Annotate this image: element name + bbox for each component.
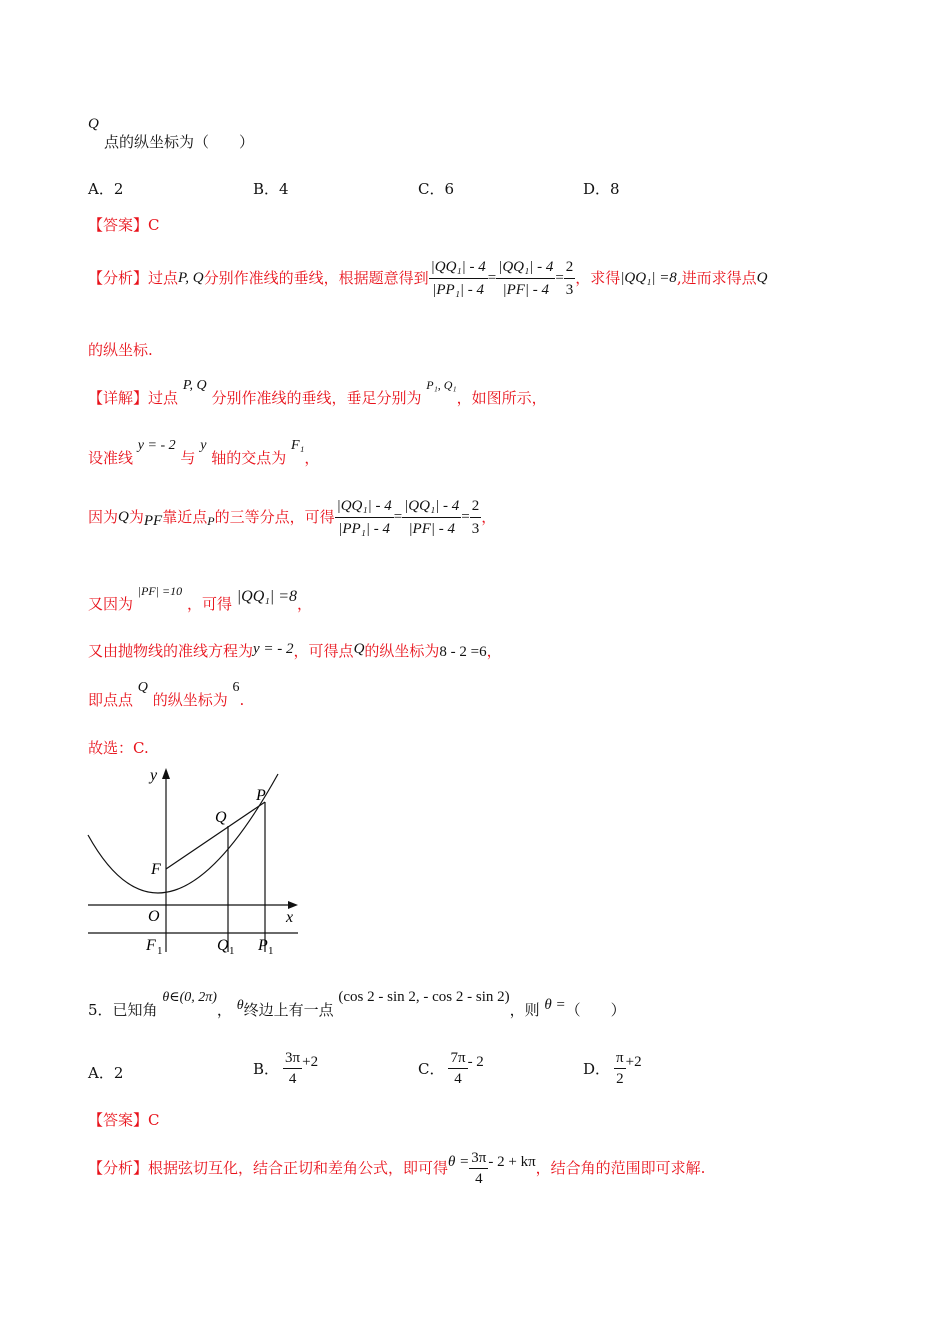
q5-option-d-tail: +2 [625, 1053, 642, 1070]
q4-analysis-t3: ，求得 [575, 269, 621, 287]
q4-analysis-frac2 [496, 256, 555, 301]
q4-option-d: D．8 [583, 180, 620, 198]
q4-detail-l5a: 又由抛物线的准线方程为 [88, 642, 254, 660]
q5-option-c [418, 1046, 484, 1090]
q4-detail-line4 [88, 584, 313, 615]
q4-detail-l2-y: y [200, 438, 207, 453]
q4-analysis-eq1: = [487, 270, 497, 286]
q4-detail-tag: 【详解】 [88, 389, 149, 407]
q4-detail-l6-val: 6 [232, 680, 240, 695]
q4-detail-l3a: 因为 [88, 508, 119, 526]
q4-detail-frac3 [470, 495, 482, 540]
q4-detail-l1a: 过点 [148, 389, 179, 407]
q4-detail-l4a: 又因为 [88, 595, 134, 613]
q4-detail-l6b: 的纵坐标为 [152, 691, 228, 709]
q4-detail-l1-p1q1: P₁, Q₁ [426, 378, 457, 392]
q5-option-d-frac [614, 1048, 626, 1089]
label-p1: P [258, 937, 268, 954]
label-f1-sub: 1 [157, 945, 163, 957]
q4-detail-frac2 [402, 495, 461, 540]
q4-detail-line3 [88, 492, 496, 542]
q5-analysis-tag: 【分析】 [88, 1159, 149, 1177]
parabola-curve [88, 774, 278, 893]
q5-option-d-den: 2 [616, 1070, 624, 1087]
q4-analysis-frac3-num: 2 [564, 256, 576, 279]
q4-analysis-frac3-den: 3 [565, 281, 574, 298]
q5-analysis-frac [469, 1148, 488, 1189]
q5-t2: 终边上有一点 [243, 1001, 334, 1019]
label-f1: F [146, 937, 156, 954]
q5-point: (cos 2 - sin 2, - cos 2 - sin 2) [338, 989, 510, 1005]
q4-detail-frac2-num: |QQ₁| - 4 [402, 495, 461, 518]
q5-analysis [88, 1146, 705, 1190]
q5-option-c-label: C． [418, 1059, 445, 1078]
q4-detail-l5b: ，可得点 [293, 642, 354, 660]
q4-detail-l1c: ，如图所示， [456, 389, 547, 407]
q4-detail-l3-q: Q [118, 509, 129, 525]
label-q1: Q [217, 937, 229, 954]
q5-option-b [253, 1046, 318, 1090]
q4-detail-l4-qq: |QQ₁| =8 [236, 588, 297, 605]
q5-t1: ， [216, 1001, 232, 1019]
q4-detail-l3d: 的三等分点，可得 [214, 508, 335, 526]
q4-detail-l4b: ，可得 [186, 595, 232, 613]
q4-analysis-t1: 过点 [148, 269, 179, 287]
q5-option-a: A．2 [88, 1064, 124, 1082]
q4-detail-l2b: 与 [180, 449, 196, 467]
q4-detail-l6a: 即点点 [88, 691, 134, 709]
q4-analysis-frac1 [429, 256, 488, 301]
q4-analysis-qq1: |QQ₁| =8 [620, 270, 677, 286]
q4-analysis-t2: 分别作准线的垂线，根据题意得到 [203, 269, 429, 287]
label-x: x [286, 909, 294, 926]
q5-option-b-frac [283, 1048, 302, 1089]
q5-analysis-eq-lhs: θ = [448, 1154, 470, 1170]
q4-detail-l3e: ， [481, 508, 497, 526]
q5-option-c-frac [448, 1048, 467, 1089]
q4-detail-l1-pq: P, Q [182, 378, 207, 393]
q4-analysis-t4: ,进而求得点 [676, 269, 757, 287]
label-q: Q [215, 809, 227, 826]
q5-option-b-den: 4 [288, 1070, 297, 1087]
q5-option-d-num: π [614, 1048, 626, 1069]
q4-detail-frac3-den: 3 [471, 520, 480, 537]
q5-analysis-num: 3π [469, 1148, 488, 1169]
q4-detail-l2-f1: F₁ [291, 438, 305, 453]
q4-detail-l6-q: Q [137, 680, 148, 695]
q4-detail-l5d: ， [486, 642, 502, 660]
q4-detail-l5-q: Q [353, 641, 365, 657]
label-y: y [150, 767, 158, 784]
q4-detail-frac1-num: |QQ₁| - 4 [335, 495, 394, 518]
q4-detail-line5 [88, 641, 502, 662]
q4-detail-l4c: ， [297, 595, 313, 613]
q5-stem [88, 989, 626, 1022]
q5-analysis-tail: - 2 + kπ [488, 1154, 536, 1170]
q4-detail-line7: 故选：C. [88, 739, 149, 757]
q4-detail-l3c: 靠近点 [162, 508, 208, 526]
q4-detail-eq1: = [393, 509, 403, 525]
q5-theta-range: θ∈(0, 2π) [162, 990, 217, 1005]
q4-analysis-tag: 【分析】 [88, 269, 149, 287]
y-axis-arrow-icon [162, 768, 170, 779]
q4-analysis [88, 248, 767, 308]
q4-detail-frac1 [335, 495, 394, 540]
q4-detail-frac2-den: |PF| - 4 [408, 520, 456, 537]
q4-analysis-q: Q [756, 270, 768, 286]
q5-option-b-label: B． [253, 1059, 280, 1078]
label-f: F [151, 861, 161, 878]
q4-detail-eq2: = [461, 509, 470, 525]
q4-analysis-line2: 的纵坐标. [88, 341, 153, 359]
q4-detail-l2a: 设准线 [88, 449, 134, 467]
q5-option-c-tail: - 2 [467, 1053, 484, 1070]
q4-answer: 【答案】C [88, 216, 160, 234]
q4-detail-line6 [88, 680, 245, 712]
q4-detail-l6c: . [239, 691, 245, 709]
q4-analysis-frac1-den: |PP₁| - 4 [432, 281, 485, 298]
label-p: P [256, 787, 266, 804]
q4-option-a: A．2 [88, 180, 124, 198]
q4-analysis-frac2-den: |PF| - 4 [502, 281, 550, 298]
q4-analysis-frac1-num: |QQ₁| - 4 [429, 256, 488, 279]
q4-stem-var: Q [88, 116, 99, 132]
q4-detail-l2d: ， [304, 449, 320, 467]
q5-option-d [583, 1046, 642, 1090]
q4-detail-l4-pf: |PF| =10 [137, 584, 183, 598]
q4-detail-l5c: 的纵坐标为 [364, 642, 440, 660]
q5-num: 5．已知角 [88, 1001, 158, 1019]
q4-detail-frac1-den: |PP₁| - 4 [338, 520, 391, 537]
label-o: O [148, 908, 160, 925]
q5-theta: θ [236, 998, 244, 1013]
q5-t3: ，则 [509, 1001, 540, 1019]
q4-option-c: C．6 [418, 180, 455, 198]
label-q1-sub: 1 [229, 945, 235, 957]
q5-option-c-num: 7π [448, 1048, 467, 1069]
q5-t4: （ ） [565, 1001, 626, 1019]
q5-option-d-label: D． [583, 1059, 611, 1078]
q5-option-b-num: 3π [283, 1048, 302, 1069]
q5-option-b-tail: +2 [302, 1053, 319, 1070]
q4-analysis-pq: P, Q [178, 270, 204, 286]
q4-detail-line2 [88, 438, 320, 470]
q4-detail-l3-p: P [207, 514, 215, 528]
q4-detail-l2-eq: y = - 2 [137, 438, 176, 453]
q4-detail-l3-pf: PF [143, 513, 163, 529]
label-p1-sub: 1 [268, 945, 274, 957]
q4-detail-l2c: 轴的交点为 [211, 449, 287, 467]
q4-stem-text: 点的纵坐标为（ ） [104, 133, 255, 151]
q4-detail-l5-val: 8 - 2 =6 [439, 644, 487, 660]
q4-option-b: B．4 [253, 180, 289, 198]
q4-detail-l3b: 为 [128, 508, 144, 526]
q4-analysis-frac3 [564, 256, 576, 301]
q5-theta2: θ = [544, 997, 566, 1013]
q4-analysis-eq2: = [555, 270, 564, 286]
q5-option-c-den: 4 [454, 1070, 462, 1087]
q5-analysis-a: 根据弦切互化，结合正切和差角公式，即可得 [148, 1159, 449, 1177]
q5-analysis-den: 4 [475, 1170, 483, 1187]
q4-detail-l5-eq: y = - 2 [253, 641, 294, 657]
q5-answer: 【答案】C [88, 1111, 160, 1129]
q4-detail-frac3-num: 2 [470, 495, 482, 518]
parabola-figure [80, 762, 310, 962]
x-axis-arrow-icon [288, 901, 298, 909]
q5-analysis-b: ，结合角的范围即可求解. [535, 1159, 706, 1177]
q4-analysis-frac2-num: |QQ₁| - 4 [496, 256, 555, 279]
q4-detail-line1 [88, 378, 547, 410]
q4-detail-l1b: 分别作准线的垂线，垂足分别为 [211, 389, 422, 407]
